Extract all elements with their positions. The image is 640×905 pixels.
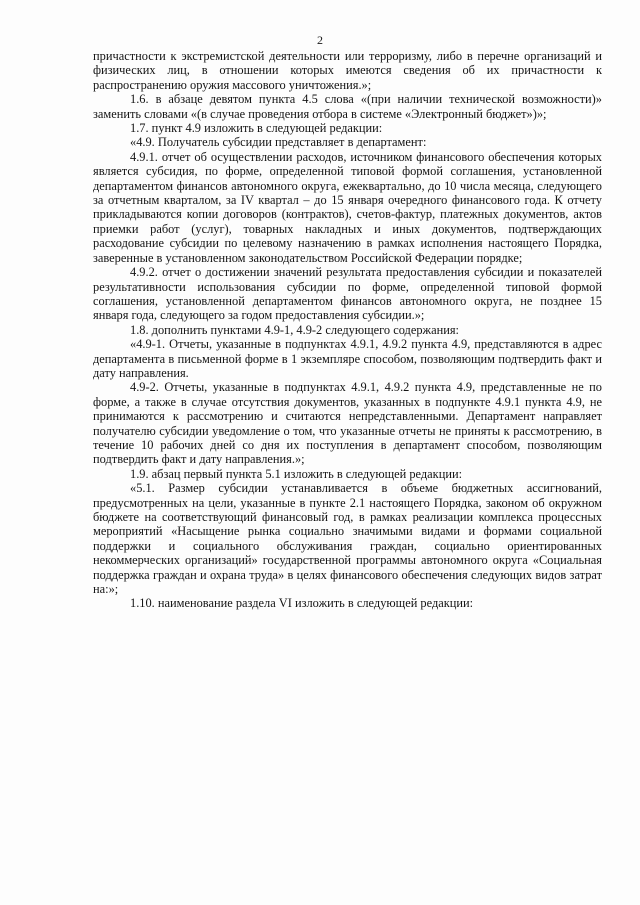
paragraph-clause-4-9-2-new: 4.9-2. Отчеты, указанные в подпунктах 4.9.1, 4.9.2 пункта 4.9, представленные не по форме, а также в случае отсутствия документов, указанных в подпункте 4.9.1 пункта 4.9, не принимаются к рассмотрению и считаются непредставленными. Департамент направляет получателю субсидии уведомление о том, что указанные отчеты не приняты к рассмотрению, в течение 10 рабочих дней со дня их поступления в департамент способом, позволяющим подтвердить факт и дату направления.»; [93, 380, 602, 467]
paragraph-item-1-6: 1.6. в абзаце девятом пункта 4.5 слова «(при наличии технической возможности)» заменить словами «(в случае проведения отбора в системе «Электронный бюджет»)»; [93, 92, 602, 121]
paragraph-item-1-9: 1.9. абзац первый пункта 5.1 изложить в следующей редакции: [130, 466, 463, 481]
paragraph-item-1-8: 1.8. дополнить пунктами 4.9-1, 4.9-2 следующего содержания: [130, 322, 459, 337]
paragraph-clause-5-1: «5.1. Размер субсидии устанавливается в объеме бюджетных ассигнований, предусмотренных на цели, указанные в пункте 2.1 настоящего Порядка, законом об окружном бюджете на соответствующий финансовый год, в рамках реализации комплекса процессных мероприятий «Насыщение рынка социально значимыми видами и формами социальной поддержки и социального обслуживания граждан, социально ориентированных некоммерческих организаций» государственной программы автономного округа «Социальная поддержка граждан и охрана труда» в целях финансового обеспечения следующих видов затрат на:»; [93, 481, 602, 597]
paragraph-item-1-7: 1.7. пункт 4.9 изложить в следующей редакции: [130, 121, 383, 136]
paragraph-continuation: причастности к экстремистской деятельности или терроризму, либо в перечне организаций и физических лиц, в отношении которых имеются сведения об их причастности к распространению оружия массового уничтожения.»; [93, 49, 602, 92]
paragraph-clause-4-9-1: 4.9.1. отчет об осуществлении расходов, источником финансового обеспечения которых является субсидия, по форме, определенной типовой формой соглашения, установленной департаментом финансов автономного округа, ежеквартально, до 10 числа месяца, следующего за отчетным кварталом, за IV квартал – до 15 января очередного финансового года. К отчету прикладываются копии договоров (контрактов), счетов-фактур, платежных документов, актов приемки работ (услуг), товарных накладных и иных документов, подтверждающих расходование субсидии по целевому назначению в рамках исполнения настоящего Порядка, заверенные в установленном законодательством Российской Федерации порядке; [93, 149, 602, 265]
page-number: 2 [317, 33, 323, 47]
paragraph-clause-4-9-1-new: «4.9-1. Отчеты, указанные в подпунктах 4.9.1, 4.9.2 пункта 4.9, представляются в адрес департамента в письменной форме в 1 экземпляре способом, позволяющим подтвердить факт и дату направления. [93, 337, 602, 380]
document-body [93, 49, 602, 611]
paragraph-clause-4-9: «4.9. Получатель субсидии представляет в департамент: [130, 135, 427, 150]
paragraph-item-1-10: 1.10. наименование раздела VI изложить в следующей редакции: [130, 596, 474, 611]
paragraph-clause-4-9-2: 4.9.2. отчет о достижении значений результата предоставления субсидии и показателей результативности использования субсидии по форме, определенной типовой формой соглашения, установленной департаментом финансов автономного округа, не позднее 15 января года, следующего за годом предоставления субсидии.»; [93, 265, 602, 323]
